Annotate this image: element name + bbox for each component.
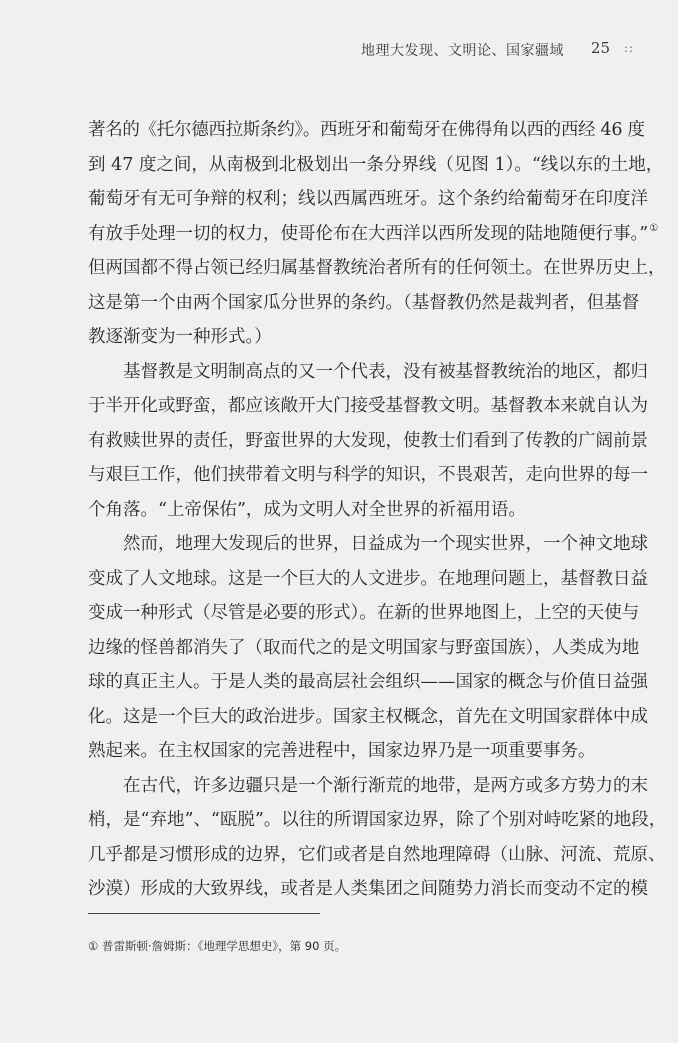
text-line: 边缘的怪兽都消失了（取而代之的是文明国家与野蛮国族），人类成为地 (88, 637, 640, 658)
paragraph-start: 在古代，许多边疆只是一个渐行渐荒的地带，是两方或多方势力的末 (123, 775, 648, 796)
text-line: 这是第一个由两个国家瓜分世界的条约。（基督教仍然是裁判者，但基督 (88, 292, 640, 313)
footnote: ① 普雷斯顿·詹姆斯：《地理学思想史》，第 90 页。 (88, 939, 347, 953)
text-line: 梢，是“弃地”、“瓯脱”。以往的所谓国家边界，除了个别对峙吃紧的地段， (88, 810, 667, 830)
text-line: 于半开化或野蛮，都应该敞开大门接受基督教文明。基督教本来就自认为 (88, 396, 648, 416)
text-line: 葡萄牙有无可争辩的权利；线以西属西班牙。这个条约给葡萄牙在印度洋 (88, 189, 648, 209)
page-number: 25 (590, 39, 610, 57)
body-text (88, 113, 667, 907)
running-title: 地理大发现、文明论、国家疆域 (361, 43, 564, 59)
header-ornament: :: (623, 41, 634, 55)
paragraph-start: 基督教是文明制高点的又一个代表，没有被基督教统治的地区，都归 (123, 361, 648, 382)
text-line: 但两国都不得占领已经归属基督教统治者所有的任何领土。在世界历史上， (88, 258, 666, 278)
text-line: 著名的《托尔德西拉斯条约》。西班牙和葡萄牙在佛得角以西的西经 46 度 (88, 120, 645, 140)
text-line-with-footnote (88, 217, 659, 252)
text-line: 几乎都是习惯形成的边界，它们或者是自然地理障碍（山脉、河流、荒原、 (88, 844, 666, 865)
text-line: 到 47 度之间，从南极到北极划出一条分界线（见图 1）。“线以东的土地， (88, 154, 664, 175)
text-line: 变成一种形式（尽管是必要的形式）。在新的世界地图上，上空的天使与 (88, 603, 640, 623)
running-header (0, 40, 678, 64)
text-line: 变成了人文地球。这是一个巨大的人文进步。在地理问题上，基督教日益 (88, 568, 648, 589)
text-line: 与艰巨工作，他们挟带着文明与科学的知识，不畏艰苦，走向世界的每一 (88, 465, 648, 485)
text-line: 个角落。“上帝保佑”，成为文明人对全世界的祈福用语。 (88, 499, 526, 520)
text-line: 教逐渐变为一种形式。） (88, 327, 272, 347)
text-line: 球的真正主人。于是人类的最高层社会组织——国家的概念与价值日益强 (88, 672, 648, 692)
footnote-reference[interactable]: ① (649, 222, 659, 234)
paragraph-start: 然而，地理大发现后的世界，日益成为一个现实世界，一个神文地球 (123, 534, 648, 554)
text-line-content: 有放手处理一切的权力，使哥伦布在大西洋以西所发现的陆地随便行事。” (88, 223, 649, 244)
text-line: 化。这是一个巨大的政治进步。国家主权概念，首先在文明国家群体中成 (88, 706, 648, 727)
text-line: 沙漠）形成的大致界线，或者是人类集团之间随势力消长而变动不定的模 (88, 879, 648, 899)
text-line: 熟起来。在主权国家的完善进程中，国家边界乃是一项重要事务。 (88, 741, 596, 761)
footnote-divider (88, 913, 320, 914)
text-line: 有救赎世界的责任，野蛮世界的大发现，使教士们看到了传教的广阔前景 (88, 430, 648, 451)
